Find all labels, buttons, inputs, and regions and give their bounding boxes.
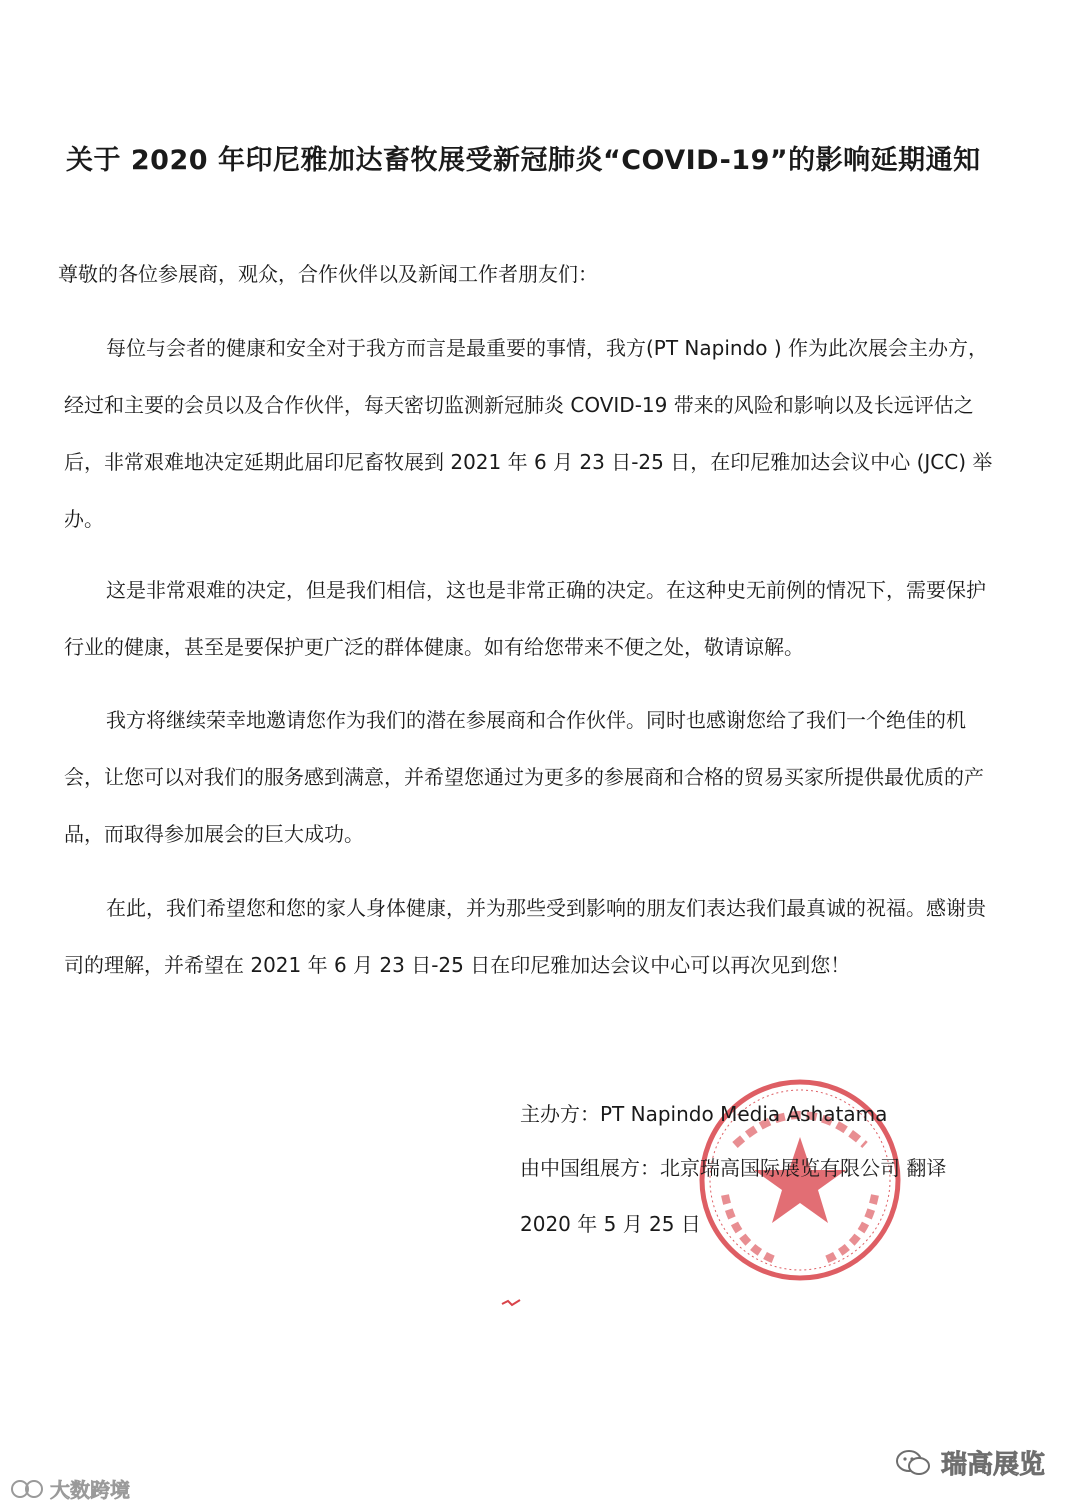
watermark-right — [895, 1444, 1045, 1481]
paragraph-2: 这是非常艰难的决定，但是我们相信，这也是非常正确的决定。在这种史无前例的情况下，需要保护行业的健康，甚至是要保护更广泛的群体健康。如有给您带来不便之处，敬请谅解。 — [64, 578, 986, 659]
wechat-icon — [895, 1448, 931, 1478]
paragraph-3: 我方将继续荣幸地邀请您作为我们的潜在参展商和合作伙伴。同时也感谢您给了我们一个绝佳的机会，让您可以对我们的服务感到满意，并希望您通过为更多的参展商和合格的贸易买家所提供最优质的产品，而取得参加展会的巨大成功。 — [64, 708, 984, 846]
translator-line: 由中国组展方：北京瑞高国际展览有限公司 翻译 — [520, 1156, 947, 1180]
watermark-logo-icon — [10, 1476, 44, 1502]
watermark-right-text: 瑞高展览 — [941, 1450, 1046, 1480]
date-line: 2020 年 5 月 25 日 — [520, 1212, 701, 1236]
paragraph-1: 每位与会者的健康和安全对于我方而言是最重要的事情，我方(PT Napindo ) 作为此次展会主办方，经过和主要的会员以及合作伙伴，每天密切监测新冠肺炎 COVID-19 带来的风险和影响以及长远评估之后，非常艰难地决定延期此届印尼畜牧展到 2021 年 6 月 23 日-25 日，在印尼雅加达会议中心 (JCC) 举办。 — [64, 336, 993, 531]
organizer-line: 主办方：PT Napindo Media Ashatama — [520, 1102, 888, 1126]
page-title: 关于 2020 年印尼雅加达畜牧展受新冠肺炎“COVID-19”的影响延期通知 — [66, 145, 981, 176]
watermark-left-text: 大数跨境 — [50, 1478, 130, 1502]
watermark-left — [10, 1474, 130, 1503]
stamp-speck-icon — [500, 1298, 522, 1308]
salutation: 尊敬的各位参展商，观众，合作伙伴以及新闻工作者朋友们： — [58, 262, 598, 286]
paragraph-4: 在此，我们希望您和您的家人身体健康，并为那些受到影响的朋友们表达我们最真诚的祝福。感谢贵司的理解，并希望在 2021 年 6 月 23 日-25 日在印尼雅加达会议中心可以再次见到您！ — [64, 896, 986, 977]
